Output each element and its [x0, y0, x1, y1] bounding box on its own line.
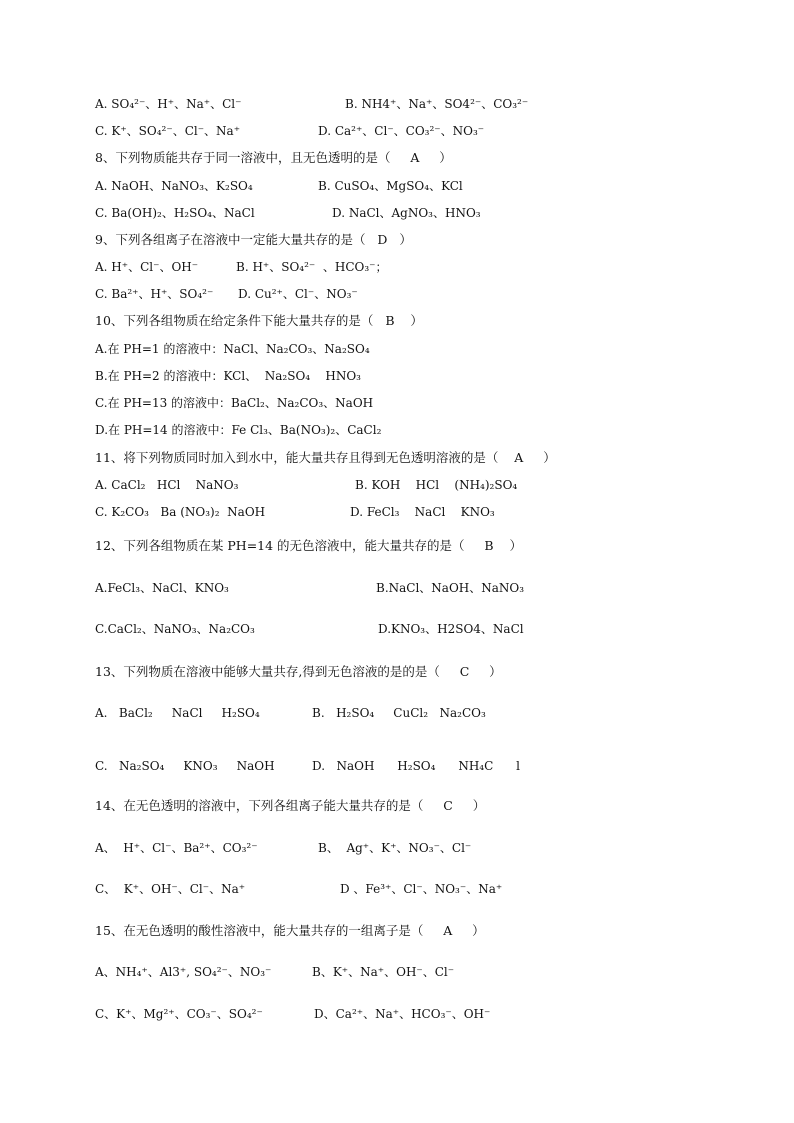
q11-option-d: D. FeCl₃ NaCl KNO₃ [350, 505, 495, 519]
q8-option-c: C. Ba(OH)₂、H₂SO₄、NaCl [95, 206, 255, 220]
q7-option-d: D. Ca²⁺、Cl⁻、CO₃²⁻、NO₃⁻ [318, 124, 485, 138]
q13-option-b: B. H₂SO₄ CuCl₂ Na₂CO₃ [312, 706, 486, 720]
q14-option-d: D 、Fe³⁺、Cl⁻、NO₃⁻、Na⁺ [340, 882, 503, 896]
q14-option-c: C、 K⁺、OH⁻、Cl⁻、Na⁺ [95, 882, 246, 896]
q8-option-a: A. NaOH、NaNO₃、K₂SO₄ [95, 179, 253, 193]
q7-option-a: A. SO₄²⁻、H⁺、Na⁺、Cl⁻ [95, 97, 242, 111]
q12-option-b: B.NaCl、NaOH、NaNO₃ [376, 581, 525, 595]
q10-option-d: D.在 PH=14 的溶液中：Fe Cl₃、Ba(NO₃)₂、CaCl₂ [95, 423, 382, 437]
q9-option-b: B. H⁺、SO₄²⁻ 、HCO₃⁻； [236, 260, 388, 274]
q9-option-c: C. Ba²⁺、H⁺、SO₄²⁻ [95, 287, 214, 301]
q15-stem: 15、在无色透明的酸性溶液中，能大量共存的一组离子是（ A ） [95, 923, 485, 938]
q9-stem: 9、下列各组离子在溶液中一定能大量共存的是（ D ） [95, 232, 412, 247]
q11-option-b: B. KOH HCl (NH₄)₂SO₄ [355, 478, 518, 492]
q10-stem: 10、下列各组物质在给定条件下能大量共存的是（ B ） [95, 313, 423, 328]
q14-option-a: A、 H⁺、Cl⁻、Ba²⁺、CO₃²⁻ [95, 841, 258, 855]
q7-option-c: C. K⁺、SO₄²⁻、Cl⁻、Na⁺ [95, 124, 241, 138]
q14-option-b: B、 Ag⁺、K⁺、NO₃⁻、Cl⁻ [318, 841, 472, 855]
q12-option-d: D.KNO₃、H2SO4、NaCl [378, 622, 524, 636]
q9-option-a: A. H⁺、Cl⁻、OH⁻ [95, 260, 199, 274]
q14-stem: 14、在无色透明的溶液中，下列各组离子能大量共存的是（ C ） [95, 798, 486, 813]
q15-option-b: B、K⁺、Na⁺、OH⁻、Cl⁻ [312, 965, 455, 979]
q7-option-b: B. NH4⁺、Na⁺、SO4²⁻、CO₃²⁻ [345, 97, 529, 111]
q10-option-a: A.在 PH=1 的溶液中：NaCl、Na₂CO₃、Na₂SO₄ [95, 342, 370, 356]
q11-option-a: A. CaCl₂ HCl NaNO₃ [95, 478, 239, 492]
q12-option-a: A.FeCl₃、NaCl、KNO₃ [95, 581, 229, 595]
q8-option-b: B. CuSO₄、MgSO₄、KCl [318, 179, 463, 193]
q8-option-d: D. NaCl、AgNO₃、HNO₃ [332, 206, 481, 220]
q8-stem: 8、下列物质能共存于同一溶液中，且无色透明的是（ A ） [95, 150, 452, 165]
q13-stem: 13、下列物质在溶液中能够大量共存,得到无色溶液的是的是（ C ） [95, 664, 502, 679]
q9-option-d: D. Cu²⁺、Cl⁻、NO₃⁻ [238, 287, 358, 301]
q12-option-c: C.CaCl₂、NaNO₃、Na₂CO₃ [95, 622, 255, 636]
q13-option-d: D. NaOH H₂SO₄ NH₄C l [312, 759, 521, 773]
q11-stem: 11、将下列物质同时加入到水中，能大量共存且得到无色透明溶液的是（ A ） [95, 450, 556, 465]
q10-option-b: B.在 PH=2 的溶液中：KCl、 Na₂SO₄ HNO₃ [95, 369, 361, 383]
q13-option-a: A. BaCl₂ NaCl H₂SO₄ [95, 706, 260, 720]
q15-option-d: D、Ca²⁺、Na⁺、HCO₃⁻、OH⁻ [314, 1007, 491, 1021]
q11-option-c: C. K₂CO₃ Ba (NO₃)₂ NaOH [95, 505, 266, 519]
q15-option-c: C、K⁺、Mg²⁺、CO₃⁻、SO₄²⁻ [95, 1007, 263, 1021]
q15-option-a: A、NH₄⁺、Al3⁺, SO₄²⁻、NO₃⁻ [95, 965, 272, 979]
q10-option-c: C.在 PH=13 的溶液中：BaCl₂、Na₂CO₃、NaOH [95, 396, 374, 410]
q12-stem: 12、下列各组物质在某 PH=14 的无色溶液中，能大量共存的是（ B ） [95, 538, 522, 553]
q13-option-c: C. Na₂SO₄ KNO₃ NaOH [95, 759, 275, 773]
